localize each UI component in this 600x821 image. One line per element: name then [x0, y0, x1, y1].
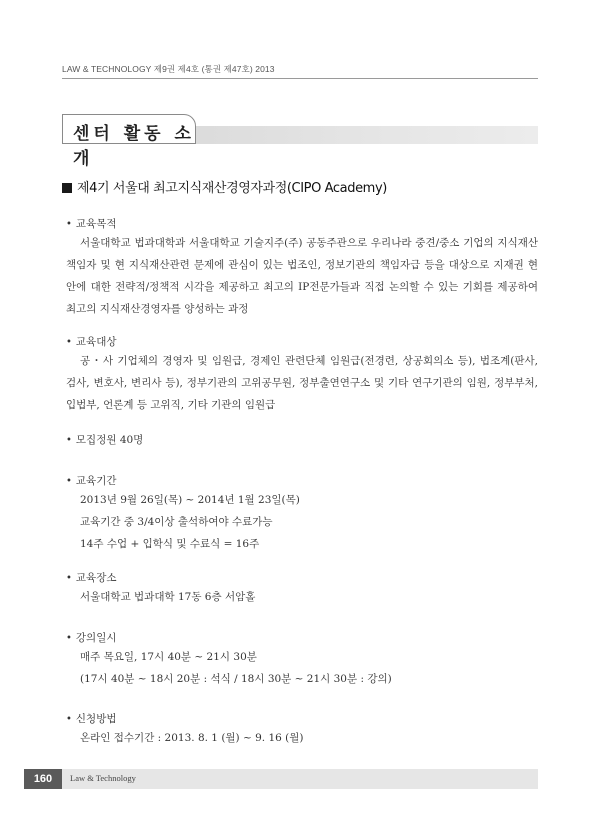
section-heading: 교육목적 — [75, 218, 117, 230]
period-line: 14주 수업 + 입학식 및 수료식 = 16주 — [80, 538, 260, 550]
bullet-dot-icon: • — [66, 476, 72, 487]
section-heading: 모집정원 40명 — [75, 434, 144, 446]
footer-journal: Law & Technology — [70, 773, 136, 783]
section-heading: 신청방법 — [75, 713, 117, 725]
program-title-text: 제4기 서울대 최고지식재산경영자과정(CIPO Academy) — [77, 181, 387, 196]
schedule-line: 매주 목요일, 17시 40분 ~ 21시 30분 — [80, 651, 257, 663]
header-rule — [62, 78, 538, 79]
page-number: 160 — [24, 769, 62, 789]
section-lines — [80, 727, 538, 749]
bullet-dot-icon: • — [66, 435, 72, 446]
section-target — [66, 334, 538, 416]
section-lines — [80, 586, 538, 608]
period-line: 교육기간 중 3/4이상 출석하여야 수료가능 — [80, 516, 273, 528]
schedule-line: (17시 40분 ~ 18시 20분 : 석식 / 18시 30분 ~ 21시 30분 : 강의) — [80, 673, 392, 685]
section-heading: 교육기간 — [75, 475, 117, 487]
program-title — [62, 177, 387, 196]
venue-line: 서울대학교 법과대학 17동 6층 서암홀 — [80, 591, 256, 603]
bullet-dot-icon: • — [66, 573, 72, 584]
bullet-dot-icon: • — [66, 337, 72, 348]
section-body: 서울대학교 법과대학과 서울대학교 기술지주(주) 공동주관으로 우리나라 중견/중소 기업의 지식재산 책임자 및 현 지식재산관련 문제에 관심이 있는 법조인, 정보기관의 책임자급 등을 대상으로 지재권 현안에 대한 전략적/정책적 시각을 제공하고 최고의 IP전문가들과 직접 논의할 수 있는 기회를 제공하여 최고의 지식재산경영자를 양성하는 과정 — [66, 237, 538, 315]
section-application — [66, 711, 538, 749]
bullet-dot-icon: • — [66, 633, 72, 644]
bullet-dot-icon: • — [66, 714, 72, 725]
section-heading: 강의일시 — [75, 632, 117, 644]
section-banner — [62, 114, 538, 169]
application-line: 온라인 접수기간 : 2013. 8. 1 (월) ~ 9. 16 (월) — [80, 732, 304, 744]
section-heading: 교육장소 — [75, 572, 117, 584]
section-body: 공・사 기업체의 경영자 및 임원급, 경제인 관련단체 임원급(전경련, 상공회의소 등), 법조계(판사, 검사, 변호사, 변리사 등), 정부기관의 고위공무원, 정부출연연구소 및 기타 연구기관의 임원, 정부부처, 입법부, 언론계 등 고위직, 기타 기관의 임원급 — [66, 355, 538, 411]
banner-title: 센터 활동 소개 — [73, 124, 195, 169]
section-lines — [80, 489, 538, 555]
period-line: 2013년 9월 26일(목) ~ 2014년 1월 23일(목) — [80, 494, 300, 506]
running-header: LAW & TECHNOLOGY 제9권 제4호 (통권 제47호) 2013 — [62, 64, 275, 74]
section-lines — [80, 646, 538, 690]
bullet-dot-icon: • — [66, 219, 72, 230]
square-bullet-icon — [62, 183, 72, 193]
section-schedule — [66, 630, 538, 690]
banner-box — [62, 114, 196, 169]
section-capacity — [66, 432, 538, 448]
section-venue — [66, 570, 538, 608]
section-heading: 교육대상 — [75, 336, 117, 348]
section-period — [66, 473, 538, 555]
section-purpose — [66, 216, 538, 320]
